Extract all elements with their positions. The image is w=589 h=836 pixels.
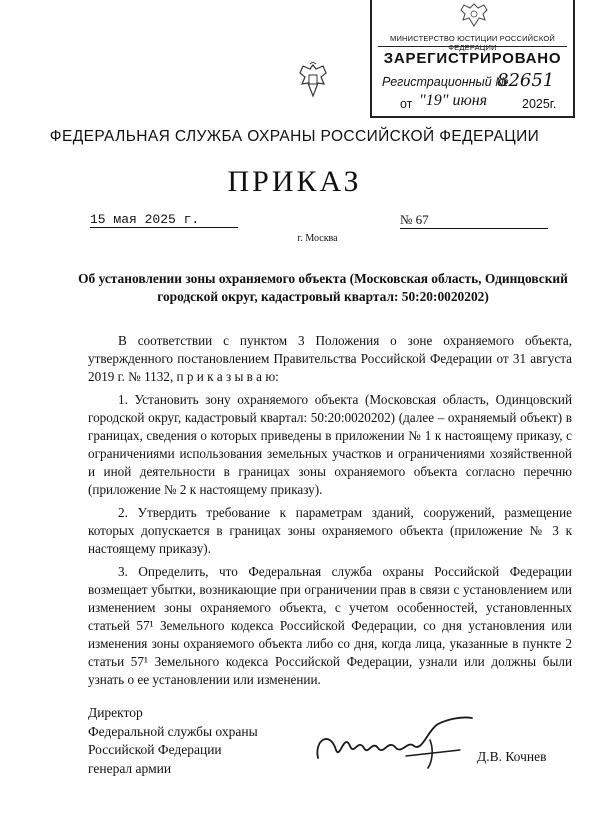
stamp-title: ЗАРЕГИСТРИРОВАНО: [383, 50, 562, 67]
stamp-reg-date: "19" июня: [419, 92, 488, 109]
city: г. Москва: [297, 233, 338, 244]
body-item-3: 3. Определить, что Федеральная служба охраны Российской Федерации возмещает убытки, возникающие при ограничении прав в связи с установлением или изменением зоны охраняемого объекта, с учетом особенностей, установленных статьей 57¹ Земельного кодекса Российской Федерации, со дня установления или изменения зоны охраняемого объекта либо со дня, когда лица, указанные в пункте 2 статьи 57¹ Земельного кодекса Российской Федерации, узнали или должны были узнать о ее установлении или изменении.: [88, 564, 572, 687]
signatory-position-line: Федеральной службы охраны: [88, 723, 258, 739]
order-date: 15 мая 2025 г.: [90, 212, 238, 228]
body-item-1: 1. Установить зону охраняемого объекта (Московская область, Одинцовский городской округ, кадастровый квартал: 50:20:0020202) (далее – охраняемый объект) в границах, сведения о которых приведены в приложении № 1 к настоящему приказу, с ограничениями использования земельных участков и ограничениями хозяйственной и иной деятельности в границах зоны охраняемого объекта согласно перечню (приложение № 2 к настоящему приказу).: [88, 392, 572, 497]
stamp-reg-label: Регистрационный №: [382, 75, 509, 89]
order-number-label: №: [400, 212, 413, 227]
order-number: 67: [415, 212, 429, 227]
stamp-from-label: от: [400, 97, 413, 111]
coat-of-arms-icon: [296, 62, 330, 100]
body-intro: В соответствии с пунктом 3 Положения о зоне охраняемого объекта, утвержденного постановлением Правительства Российской Федерации от 31 августа 2019 г. № 1132, п р и к а з ы в а ю:: [88, 333, 572, 384]
stamp-reg-number: 82651: [497, 70, 555, 91]
stamp-divider: [378, 46, 567, 47]
registration-stamp: [370, 0, 575, 118]
order-subject: Об установлении зоны охраняемого объекта (Московская область, Одинцовский городской округ, кадастровый квартал: 50:20:0020202): [78, 271, 568, 304]
agency-name: ФЕДЕРАЛЬНАЯ СЛУЖБА ОХРАНЫ РОССИЙСКОЙ ФЕДЕРАЦИИ: [49, 128, 540, 145]
stamp-reg-year: 2025г.: [522, 97, 557, 111]
order-number-line: [400, 212, 548, 229]
stamp-emblem-icon: [454, 0, 494, 30]
order-body: [88, 332, 572, 689]
signatory-position-line: генерал армии: [88, 760, 172, 776]
stamp-ministry: МИНИСТЕРСТВО ЮСТИЦИИ РОССИЙСКОЙ ФЕДЕРАЦИИ: [390, 34, 555, 52]
document-type: ПРИКАЗ: [227, 165, 362, 198]
signatory-position-line: Российской Федерации: [88, 742, 222, 757]
body-item-2: 2. Утвердить требование к параметрам зданий, сооружений, размещение которых допускается в границах зоны охраняемого объекта (приложение № 3 к настоящему приказу).: [88, 505, 572, 556]
signatory-name: Д.В. Кочнев: [477, 749, 547, 764]
signatory-position-line: Директор: [88, 705, 143, 720]
signatory-position: [88, 704, 258, 778]
handwritten-signature: [310, 710, 480, 770]
